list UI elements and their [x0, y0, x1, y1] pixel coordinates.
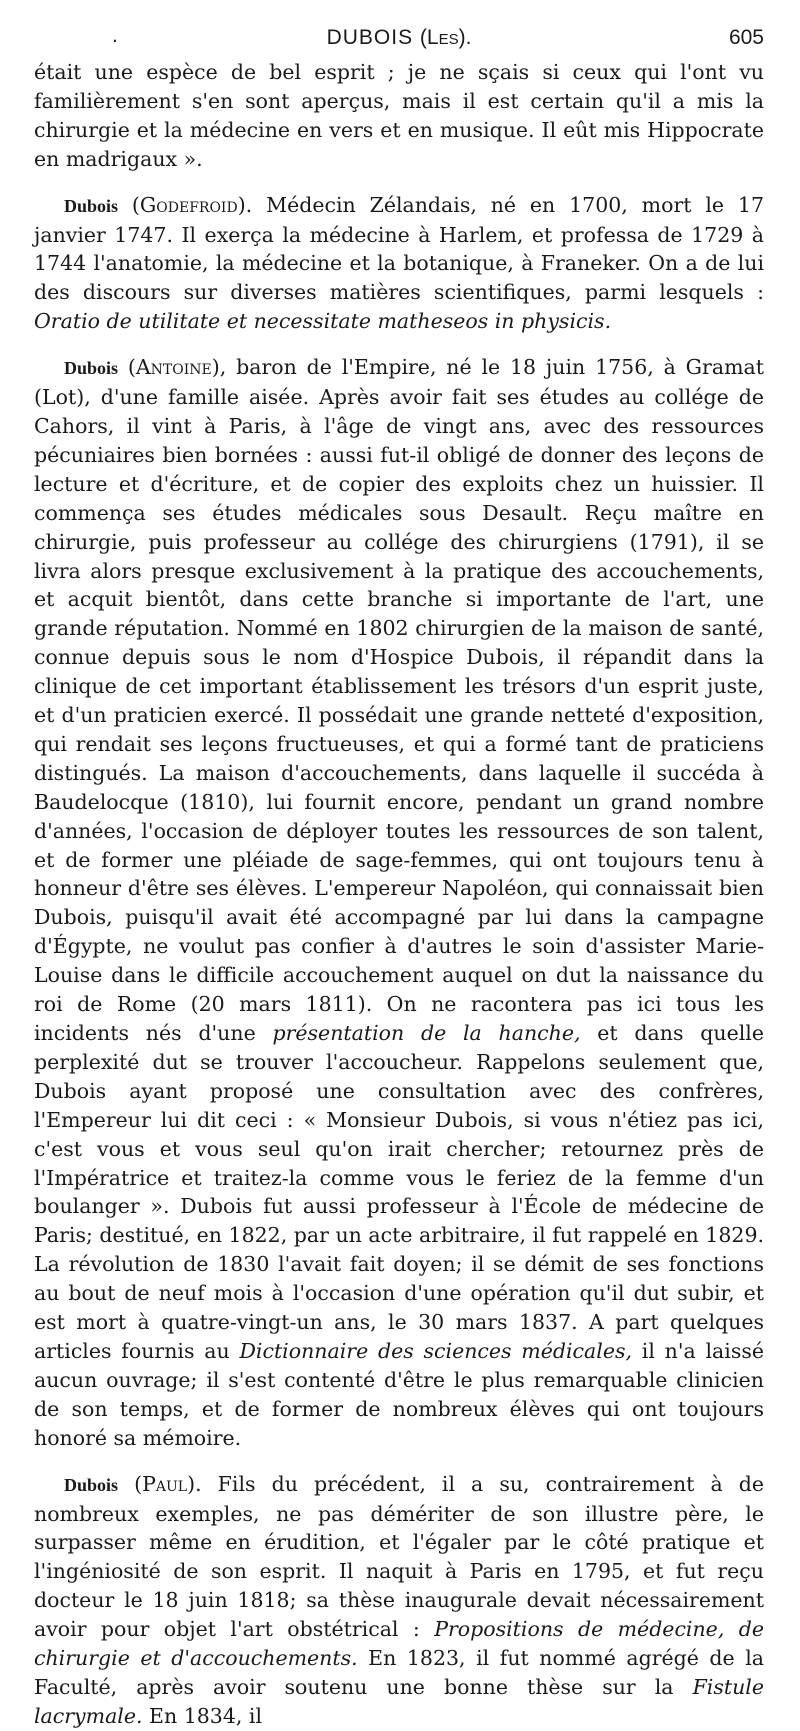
running-head: [34, 22, 764, 58]
entry-text: Médecin Zélandais, né en 1700, mort le 17 janvier 1747. Il exerça la médecine à Harlem, et professa de 1729 à 1744 l'anatomie, la médecine et la botanique, à Franeker. On a de lui des discours sur diverses matières scientifiques, parmi lesquels :: [34, 192, 764, 305]
entry-work-title: Dictionnaire des sciences médicales,: [239, 1338, 632, 1363]
entry-work-title: Propositions de médecine, de chirurgie et d'accouchements.: [34, 1617, 764, 1671]
entry-godefroid: [34, 191, 764, 337]
running-title-name: DUBOIS: [326, 26, 414, 49]
running-title-qualifier: (Les).: [419, 26, 472, 49]
entry-text: il n'a laissé aucun ouvrage; il s'est contenté d'être le plus remarquable clinicien de son temps, et de former de nombreux élèves qui ont toujours honoré sa mémoire.: [34, 1338, 764, 1450]
entry-given-name: (Godefroid).: [131, 192, 253, 217]
continuation-text: était une espèce de bel esprit ; je ne sçais si ceux qui l'ont vu familièrement s'en sont aperçus, mais il est certain qu'il a mis la chirurgie et la médecine en vers et en musique. Il eût mis Hippocrate en madrigaux ».: [34, 60, 764, 171]
entry-text: baron de l'Empire, né le 18 juin 1756, à Gramat (Lot), d'une famille aisée. Après avoir fait ses études au collége de Cahors, il vint à Paris, à l'âge de vingt ans, avec des ressources pécuniaires bien bornées : aussi fut-il obligé de donner des leçons de lecture et d'écriture, et de copier des exploits chez un huissier. Il commença ses études médicales sous Desault. Reçu maître en chirurgie, puis professeur au collége des chirurgiens (1791), il se livra alors presque exclusivement à la pratique des accouchements, et acquit bientôt, dans cette branche si importante de l'art, une grande réputation. Nommé en 1802 chirurgien de la maison de santé, connue depuis sous le nom d'Hospice Dubois, il répandit dans la clinique de cet important établissement les trésors d'un esprit juste, et d'un praticien exercé. Il possédait une grande netteté d'exposition, qui rendait ses leçons fructueuses, et qui a formé tant de praticiens distingués. La maison d'accouchements, dans laquelle il succéda à Baudelocque (1810), lui fournit encore, pendant un grand nombre d'années, l'occasion de déployer toutes les ressources de son talent, et de former une pléiade de sage-femmes, qui ont toujours tenu à honneur d'être ses élèves. L'empereur Napoléon, qui connaissait bien Dubois, puisqu'il avait été accompagné par lui dans la campagne d'Égypte, ne voulut pas confier à d'autres le soin d'assister Marie-Louise dans le difficile accouchement auquel on dut la naissance du roi de Rome (20 mars 1811). On ne racontera pas ici tous les incidents nés d'une: [34, 355, 764, 1045]
continuation-paragraph: [34, 58, 764, 174]
entry-italic-phrase: présentation de la hanche,: [272, 1021, 581, 1045]
entry-headword: Dubois: [64, 1474, 119, 1495]
entry-given-name: (Antoine),: [127, 355, 227, 380]
print-mark: .: [112, 24, 118, 47]
entry-text: et dans quelle perplexité dut se trouver l'accoucheur. Rappelons seulement que, Dubois ayant proposé une consultation avec des confrères, l'Empereur lui dit ceci : « Monsieur Dubois, si vous n'étiez pas ici, c'est vous et vous seul qu'on irait chercher; retournez près de l'Impératrice et traitez-la comme vous le feriez de la femme d'un boulanger ». Dubois fut aussi professeur à l'École de médecine de Paris; destitué, en 1822, par un acte arbitraire, il fut rappelé en 1829. La révolution de 1830 l'avait fait doyen; il se démit de ses fonctions au bout de neuf mois à l'occasion d'une opération qu'il dut subir, et est mort à quatre-vingt-un ans, le 30 mars 1837. A part quelques articles fournis au: [34, 1021, 764, 1363]
entry-text: Fils du précédent, il a su, contrairement à de nombreux exemples, ne pas démériter de son illustre père, le surpasser même en érudition, et l'égaler par le côté pratique et l'ingéniosité de son esprit. Il naquit à Paris en 1795, et fut reçu docteur le 18 juin 1818; sa thèse inaugurale devait nécessairement avoir pour objet l'art obstétrical :: [34, 1471, 764, 1642]
page-number: 605: [728, 26, 764, 49]
entry-work-title: Fistule lacrymale.: [34, 1674, 764, 1728]
entry-headword: Dubois: [64, 195, 119, 216]
entry-text: En 1834, il: [142, 1703, 263, 1728]
entry-text: En 1823, il fut nommé agrégé de la Faculté, après avoir soutenu une bonne thèse sur la: [34, 1646, 764, 1699]
entry-antoine: [34, 353, 764, 1452]
running-title: [34, 26, 764, 50]
entry-headword: Dubois: [64, 358, 119, 379]
entry-work-title: Oratio de utilitate et necessitate matheseos in physicis.: [34, 309, 612, 334]
entry-paul: [34, 1470, 764, 1731]
book-page: [34, 22, 764, 1731]
entry-given-name: (Paul).: [134, 1471, 202, 1496]
